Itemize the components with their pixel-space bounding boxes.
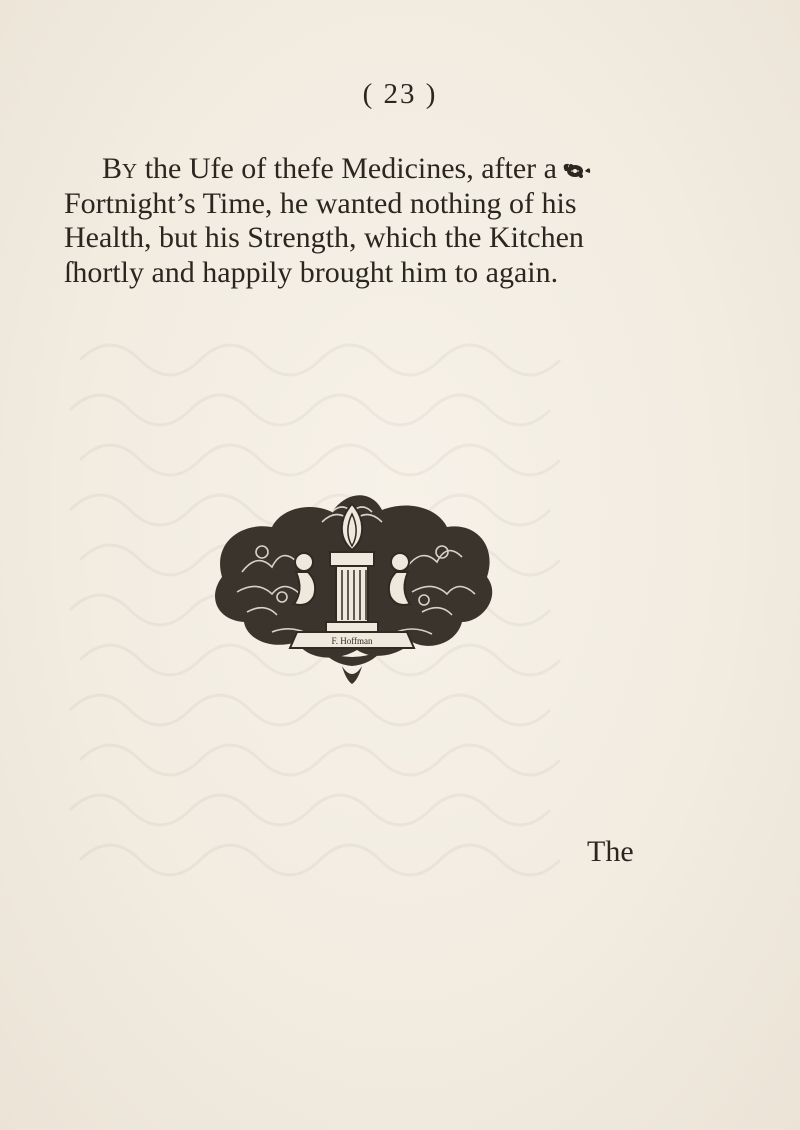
text-line-3: Health, but his Strength, which the Kitchen <box>64 221 584 254</box>
text-line-4: ſhortly and happily brought him to again. <box>64 255 559 289</box>
text-line-1: the Ufe of thefe Medicines, after a <box>137 152 557 185</box>
text-line-2: Fortnight’s Time, he wanted nothing of his <box>64 186 577 220</box>
drop-lead-word: By <box>102 152 138 185</box>
vignette-engraver-label: F. Hoffman <box>331 636 373 646</box>
catchword: The <box>587 835 634 868</box>
floral-vignette-icon <box>202 482 502 692</box>
text-line <box>64 152 664 187</box>
body-paragraph <box>64 152 664 290</box>
page-number: ( 23 ) <box>362 78 438 110</box>
fleuron-icon <box>561 161 591 181</box>
